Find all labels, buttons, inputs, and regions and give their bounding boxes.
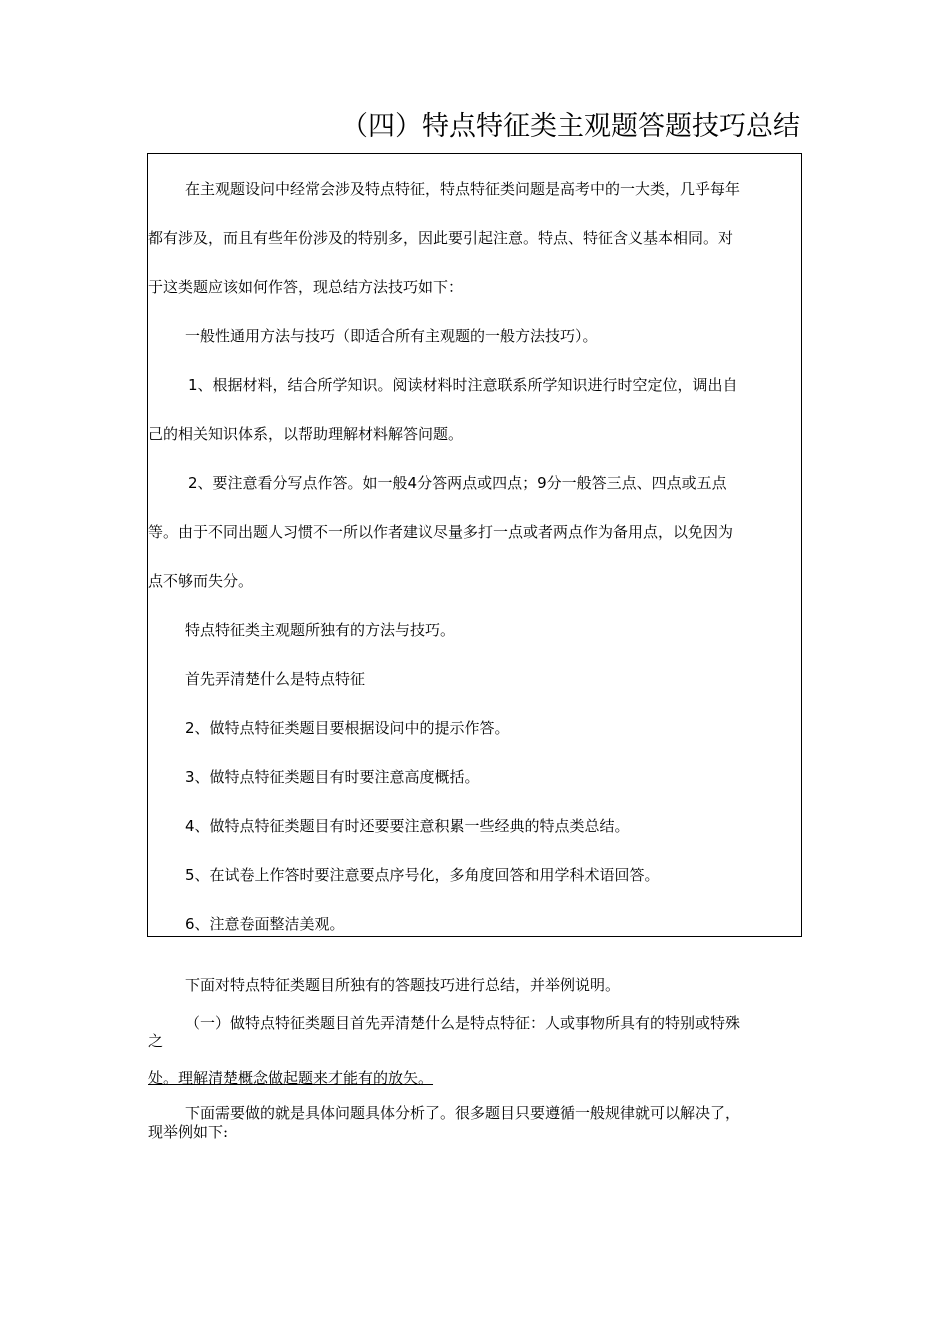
paragraph-definition-line-1: （一）做特点特征类题目首先弄清楚什么是特点特征：人或事物所具有的特别或特殊 [185,1014,741,1032]
item-2-line-3: 点不够而失分。 [148,572,254,590]
special-item-4: 4、做特点特征类题目有时还要要注意积累一些经典的特点类总结。 [185,817,630,835]
special-methods-heading: 特点特征类主观题所独有的方法与技巧。 [185,621,456,639]
special-item-0: 首先弄清楚什么是特点特征 [185,670,366,688]
intro-line-2: 都有涉及，而且有些年份涉及的特别多，因此要引起注意。特点、特征含义基本相同。对 [148,229,734,247]
special-item-6: 6、注意卷面整洁美观。 [185,915,345,933]
item-2-line-1: 2、要注意看分写点作答。如一般4分答两点或四点；9分一般答三点、四点或五点 [188,474,727,492]
general-methods-heading: 一般性通用方法与技巧（即适合所有主观题的一般方法技巧）。 [185,327,598,345]
item-2-line-2: 等。由于不同出题人习惯不一所以作者建议尽量多打一点或者两点作为备用点，以免因为 [148,523,734,541]
special-item-2: 2、做特点特征类题目要根据设问中的提示作答。 [185,719,510,737]
paragraph-examples-line-1: 下面需要做的就是具体问题具体分析了。很多题目只要遵循一般规律就可以解决了， [185,1104,741,1122]
special-item-3: 3、做特点特征类题目有时要注意高度概括。 [185,768,480,786]
intro-line-1: 在主观题设问中经常会涉及特点特征，特点特征类问题是高考中的一大类，几乎每年 [185,180,741,198]
paragraph-definition-line-2: 之 [148,1032,164,1050]
paragraph-examples-line-2: 现举例如下: [148,1123,229,1141]
paragraph-definition-line-3: 处。理解清楚概念做起题来才能有的放矢。 [148,1069,434,1087]
paragraph-summary-intro: 下面对特点特征类题目所独有的答题技巧进行总结，并举例说明。 [185,976,621,994]
document-title: （四）特点特征类主观题答题技巧总结 [341,111,800,142]
item-1-line-2: 己的相关知识体系，以帮助理解材料解答问题。 [148,425,464,443]
special-item-5: 5、在试卷上作答时要注意要点序号化，多角度回答和用学科术语回答。 [185,866,660,884]
item-1-line-1: 1、根据材料，结合所学知识。阅读材料时注意联系所学知识进行时空定位，调出自 [188,376,738,394]
intro-line-3: 于这类题应该如何作答，现总结方法技巧如下： [148,278,464,296]
